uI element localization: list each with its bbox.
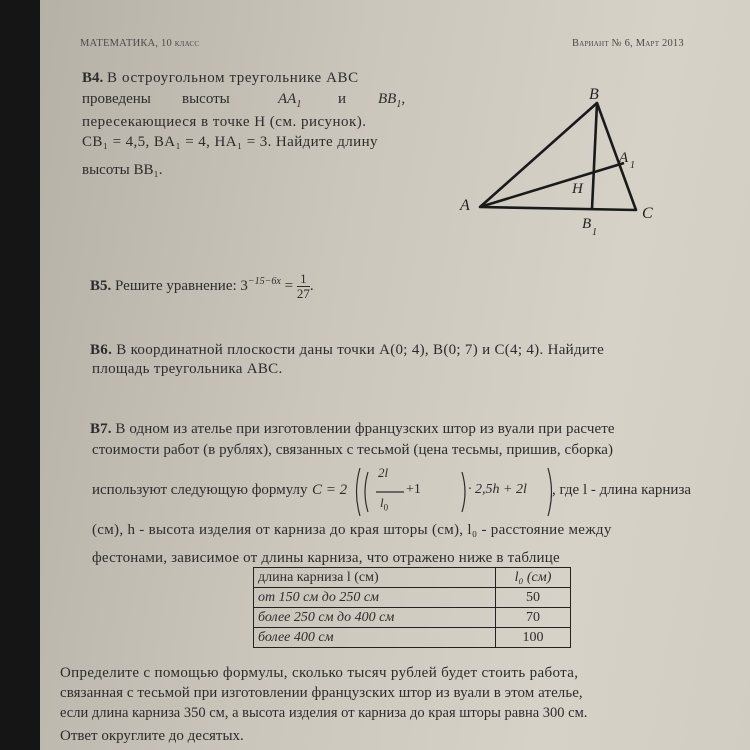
b6-label: B6. bbox=[90, 342, 113, 358]
table-header: l₀ (см) bbox=[496, 568, 571, 588]
b5-label: B5. bbox=[90, 278, 112, 294]
triangle-figure bbox=[40, 0, 750, 250]
triangle-abc bbox=[480, 103, 636, 210]
svg-text:1: 1 bbox=[630, 160, 635, 171]
b6-line2: площадь треугольника ABC. bbox=[92, 361, 283, 377]
header-variant: Вариант № 6, Март 2013 bbox=[572, 38, 684, 49]
altitude-aa1 bbox=[480, 163, 624, 207]
table-header-row bbox=[254, 568, 571, 588]
formula-lhs: C = 2 bbox=[312, 482, 348, 498]
b7-line4: (см), h - высота изделия от карниза до края шторы (см), l₀ - расстояние между bbox=[92, 522, 612, 538]
formula-tail: · 2,5h + 2l bbox=[468, 482, 527, 497]
b5-line: B5. Решите уравнение: $3^{-15-6x}$ = $\frac{1}{27}$ . bbox=[90, 271, 314, 302]
label-a1: A bbox=[619, 150, 629, 166]
svg-text:1: 1 bbox=[592, 227, 597, 238]
formula-den: $l_0$ bbox=[380, 495, 389, 513]
label-b1: B bbox=[582, 216, 592, 232]
b7-label: B7. bbox=[90, 421, 112, 437]
b7-question-3: если длина карниза 350 см, а высота изделия от карниза до края шторы равна 300 см. bbox=[60, 705, 588, 721]
table-cell: 70 bbox=[496, 608, 571, 628]
b7-question-4: Ответ округлите до десятых. bbox=[60, 728, 244, 744]
table-header: длина карниза l (см) bbox=[254, 568, 496, 588]
b4-line2: проведены высоты $AA_1$ и $BB_1$, bbox=[82, 91, 406, 110]
b4-line1: B4. В остроугольном треугольнике ABC bbox=[82, 70, 359, 86]
formula-plus1: +1 bbox=[406, 482, 421, 497]
b7-question-2: связанная с тесьмой при изготовлении французских штор из вуали в этом ателье, bbox=[60, 685, 583, 701]
label-c: C bbox=[642, 205, 653, 222]
b4-line5: высоты BB₁. bbox=[82, 162, 163, 178]
b7-line3-post: , где l - длина карниза bbox=[552, 482, 692, 498]
b7-line1: B7. В одном из ателье при изготовлении французских штор из вуали при расчете bbox=[90, 421, 615, 437]
b7-line2: стоимости работ (в рублях), связанных с тесьмой (цена тесьмы, пришив, сборка) bbox=[92, 442, 614, 458]
table-cell: от 150 см до 250 см bbox=[254, 588, 496, 608]
label-h: H bbox=[572, 181, 583, 197]
table-row bbox=[254, 608, 571, 628]
table-row bbox=[254, 588, 571, 608]
table-cell: 100 bbox=[496, 628, 571, 648]
carnice-table bbox=[253, 567, 571, 648]
exam-paper bbox=[40, 0, 750, 750]
b6-line1: B6. В координатной плоскости даны точки A(0; 4), B(0; 7) и C(4; 4). Найдите bbox=[90, 342, 605, 358]
table-cell: 50 bbox=[496, 588, 571, 608]
altitude-bb1 bbox=[592, 103, 597, 209]
b7-line3-pre: используют следующую формулу bbox=[92, 482, 308, 498]
b7-question-1: Определите с помощью формулы, сколько тысяч рублей будет стоить работа, bbox=[60, 665, 579, 681]
label-a: A bbox=[460, 197, 470, 214]
table-cell: более 250 см до 400 см bbox=[254, 608, 496, 628]
b4-line4: CB₁ = 4,5, BA₁ = 4, HA₁ = 3. Найдите длину bbox=[82, 134, 378, 150]
table-cell: более 400 см bbox=[254, 628, 496, 648]
b4-label: B4. bbox=[82, 70, 104, 86]
table-row bbox=[254, 628, 571, 648]
header-subject: МАТЕМАТИКА, 10 класс bbox=[80, 38, 200, 49]
b7-line5: фестонами, зависимое от длины карниза, что отражено ниже в таблице bbox=[92, 550, 560, 566]
label-b: B bbox=[589, 86, 599, 103]
formula-num: 2l bbox=[378, 465, 389, 480]
b4-line3: пересекающиеся в точке H (см. рисунок). bbox=[82, 114, 367, 130]
